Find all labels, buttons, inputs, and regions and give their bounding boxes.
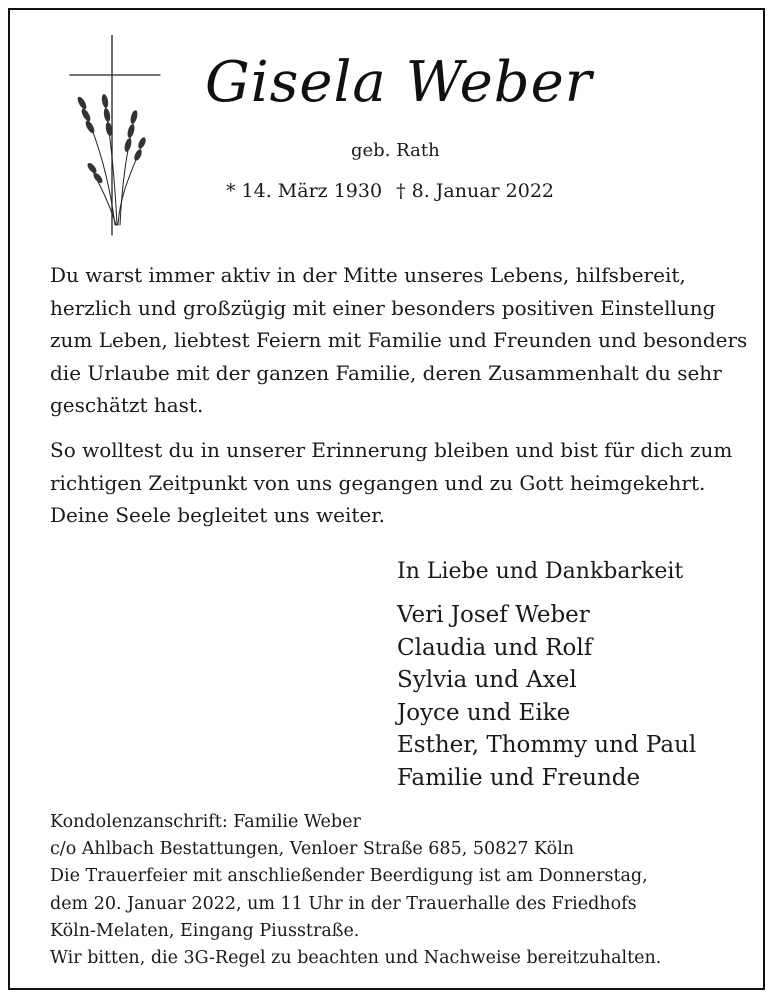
obituary-frame <box>8 8 765 990</box>
closing-phrase: In Liebe und Dankbarkeit <box>397 559 684 584</box>
birth-name: geb. Rath <box>351 140 440 161</box>
funeral-info-line: dem 20. Januar 2022, um 11 Uhr in der Trauerhalle des Friedhofs <box>50 893 637 914</box>
mourner-name: Joyce und Eike <box>397 699 571 726</box>
mourner-name: Veri Josef Weber <box>397 602 590 628</box>
life-dates <box>226 180 554 202</box>
mourner-name: Familie und Freunde <box>397 764 641 791</box>
birth-date: * 14. März 1930 <box>226 180 383 202</box>
condolence-address: c/o Ahlbach Bestattungen, Venloer Straße 685, 50827 Köln <box>50 839 575 860</box>
death-date: † 8. Januar 2022 <box>396 180 555 202</box>
funeral-info-line: Die Trauerfeier mit anschließender Beerdigung ist am Donnerstag, <box>50 866 648 887</box>
covid-notice: Wir bitten, die 3G-Regel zu beachten und Nachweise bereitzuhalten. <box>50 948 662 969</box>
funeral-info <box>50 809 762 972</box>
mourner-list <box>397 599 696 794</box>
deceased-name: Gisela Weber <box>205 50 593 115</box>
funeral-info-line: Köln-Melaten, Eingang Piusstraße. <box>50 920 360 941</box>
condolence-address-label: Kondolenzanschrift: Familie Weber <box>50 812 361 832</box>
mourner-name: Esther, Thommy und Paul <box>397 732 697 758</box>
message-paragraph-1: Du warst immer aktiv in der Mitte unseres Lebens, hilfsbereit, herzlich und großzügig mit einer besonders positiven Einstellung zum Leben, liebtest Feiern mit Familie und Freunden und besonders die Urlaube mit der ganzen Familie, deren Zusammenhalt du sehr geschätzt hast. <box>50 263 748 417</box>
mourner-name: Claudia und Rolf <box>397 634 593 661</box>
cross-with-wheat-icon <box>60 35 180 245</box>
mourner-name: Sylvia und Axel <box>397 667 577 693</box>
message-paragraph-2: So wolltest du in unserer Erinnerung bleiben und bist für dich zum richtigen Zeitpunkt von uns gegangen und zu Gott heimgekehrt. Deine Seele begleitet uns weiter. <box>50 438 733 527</box>
